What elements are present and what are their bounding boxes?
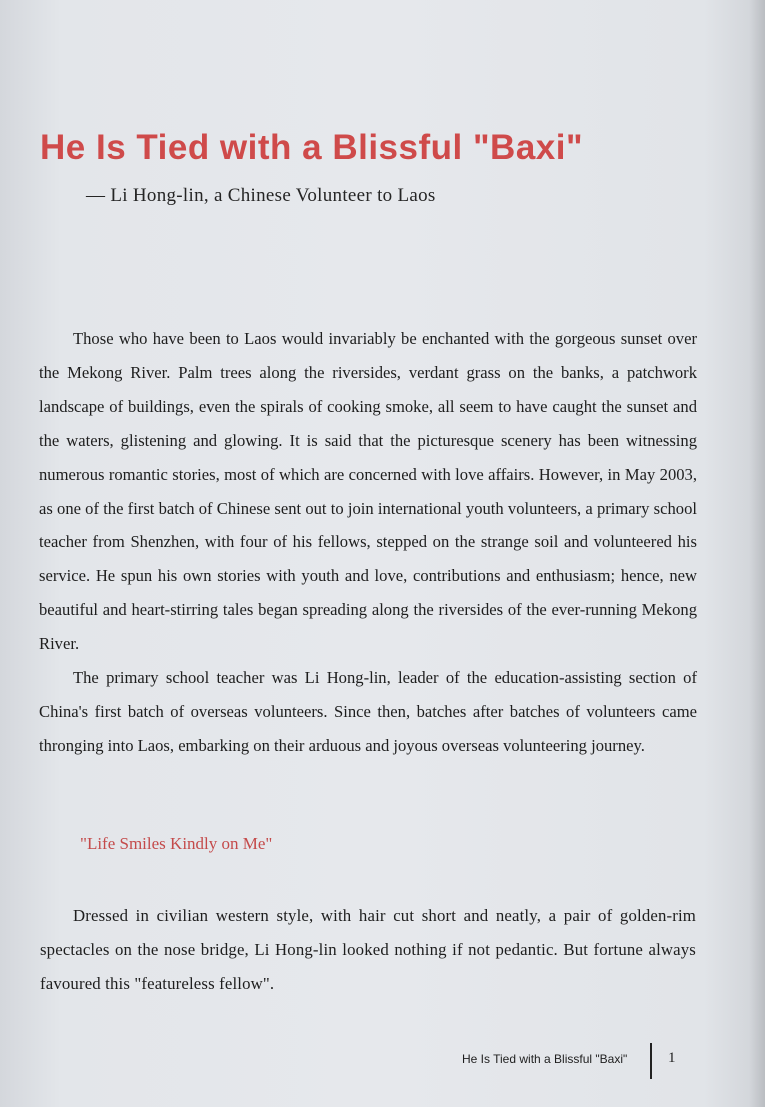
paragraph: Those who have been to Laos would invariably be enchanted with the gorgeous sunset over the Mekong River. Palm trees along the riversides, verdant grass on the banks, a patchwork landscape of buildings, even the spirals of cooking smoke, all seem to have caught the sunset and the waters, glistening and glowing. It is said that the picturesque scenery has been witnessing numerous romantic stories, most of which are concerned with love affairs. However, in May 2003, as one of the first batch of Chinese sent out to join international youth volunteers, a primary school teacher from Shenzhen, with four of his fellows, stepped on the strange soil and volunteered his service. He spun his own stories with youth and love, contributions and enthusiasm; hence, new beautiful and heart-stirring tales began spreading along the riversides of the ever-running Mekong River. (39, 329, 697, 654)
section-body (40, 899, 696, 1002)
page-number: 1 (668, 1050, 676, 1066)
page-spine-shadow (749, 0, 765, 1107)
paragraph: The primary school teacher was Li Hong-lin, leader of the education-assisting section of China's first batch of overseas volunteers. Since then, batches after batches of volunteers came thronging into Laos, embarking on their arduous and joyous overseas volunteering journey. (39, 668, 697, 755)
article-title: He Is Tied with a Blissful "Baxi" (40, 128, 584, 167)
footer-divider (650, 1043, 652, 1079)
section-heading: "Life Smiles Kindly on Me" (80, 834, 273, 853)
paragraph: Dressed in civilian western style, with hair cut short and neatly, a pair of golden-rim spectacles on the nose bridge, Li Hong-lin looked nothing if not pedantic. But fortune always favoured this "featureless fellow". (40, 906, 696, 994)
running-title: He Is Tied with a Blissful "Baxi" (462, 1052, 628, 1066)
article-body (39, 322, 697, 763)
article-subtitle: — Li Hong-lin, a Chinese Volunteer to Laos (86, 185, 436, 206)
